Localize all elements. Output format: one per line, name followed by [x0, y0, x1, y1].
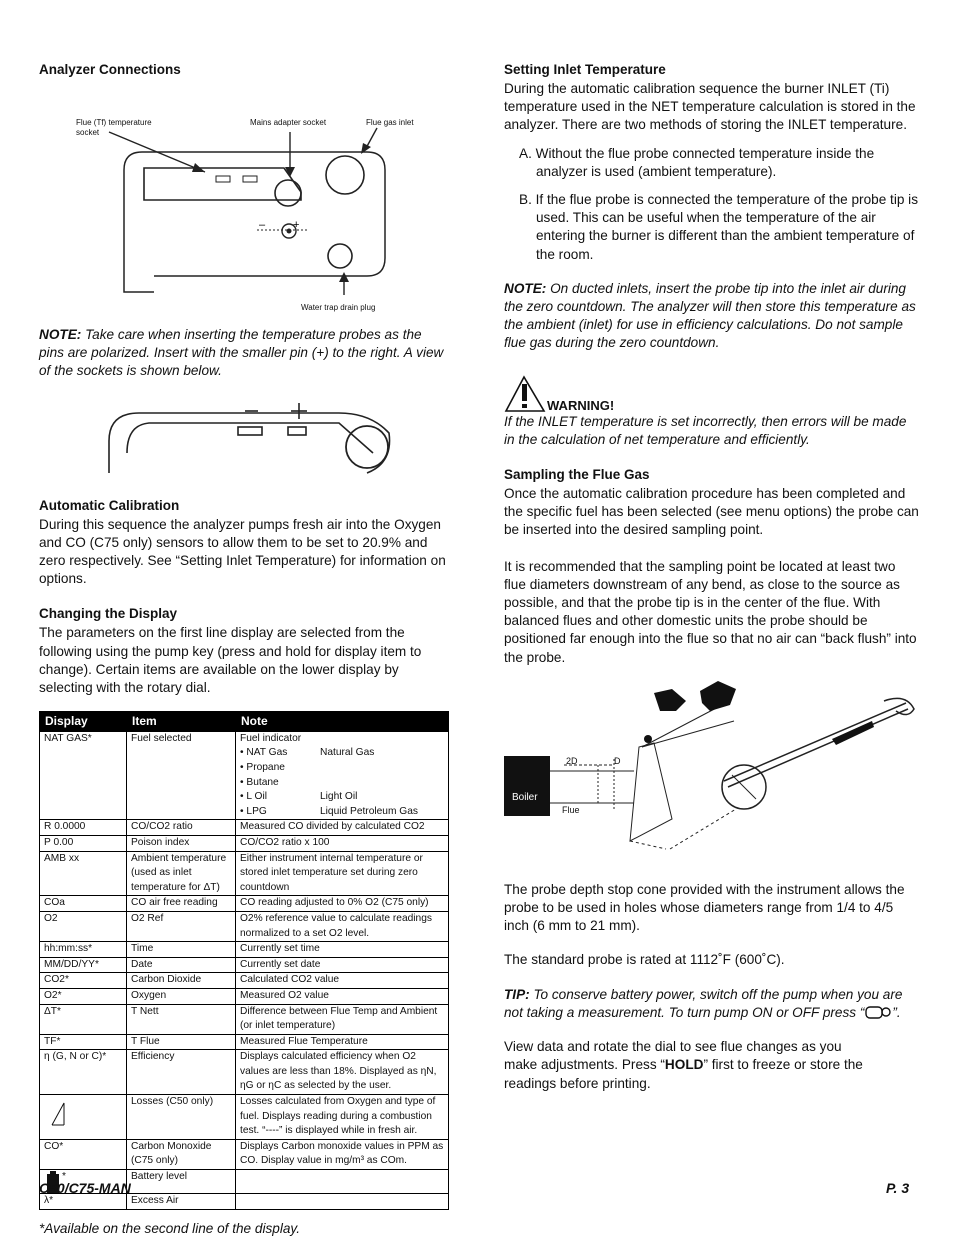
flue-sampling-figure — [504, 681, 919, 869]
table-cell: Battery level — [127, 1170, 236, 1194]
tip-block — [504, 986, 919, 1022]
sampling-heading: Sampling the Flue Gas — [504, 467, 650, 483]
table-cell: Efficiency — [127, 1050, 236, 1095]
table-cell: Carbon Monoxide (C75 only) — [127, 1139, 236, 1169]
flue-label: Flue — [562, 804, 580, 815]
table-cell: CO reading adjusted to 0% O2 (C75 only) — [236, 896, 449, 912]
flue-inlet-label: Flue gas inlet — [366, 118, 414, 127]
fuel-item — [240, 805, 444, 820]
table-cell: Calculated CO2 value — [236, 973, 449, 989]
changing-display-heading: Changing the Display — [39, 606, 178, 622]
table-cell: P 0.00 — [40, 835, 127, 851]
sampling-section — [504, 467, 919, 667]
fuel-item — [240, 761, 444, 776]
boiler-label: Boiler — [512, 791, 538, 803]
table-cell: T Nett — [127, 1004, 236, 1034]
inlet-options-list — [504, 145, 919, 264]
fuel-item — [240, 776, 444, 791]
warning-text: If the INLET temperature is set incorrectly, then errors will be made in the calculation of net temperature and efficiently. — [504, 413, 907, 447]
table-cell: Measured Flue Temperature — [236, 1034, 449, 1050]
probe-rating-text: The standard probe is rated at 1112˚F (600˚C). — [504, 952, 785, 968]
fuel-name: Light Oil — [320, 791, 358, 803]
table-cell: O2 Ref — [127, 911, 236, 941]
note-polarized — [39, 326, 449, 381]
footer-page-number: P. 3 — [886, 1180, 910, 1196]
footer-manual-id: C50/C75-MAN — [39, 1180, 131, 1196]
automatic-calibration-section — [39, 498, 449, 589]
display-parameters-table — [39, 711, 449, 1209]
table-cell: MM/DD/YY* — [40, 957, 127, 973]
sampling-text-2: It is recommended that the sampling point be located at least two flue diameters downstream of any bend, as close to the source as possible, and that the probe tip is in the center of the flue. With balanced flues and other domestic units the probe should be positioned far enough into the flue so that no air can “back flush” into the probe. — [504, 558, 917, 665]
fuel-code: • LPG — [240, 805, 267, 817]
view-data-text-1: View data and rotate the dial to see flue changes as you make adjustments. Press “ — [504, 1039, 842, 1073]
hold-label: HOLD — [664, 1057, 704, 1073]
table-cell — [40, 1095, 127, 1140]
losses-icon — [48, 1101, 68, 1127]
flue-sampling-drawing — [504, 681, 919, 869]
tip-text: To conserve battery power, switch off the pump when you are not taking a measurement. To turn pump ON or OFF press “ — [504, 986, 903, 1020]
table-cell: CO2* — [40, 973, 127, 989]
fuel-indicator-title: Fuel indicator — [240, 732, 302, 744]
table-cell: Excess Air — [127, 1194, 236, 1210]
fuel-indicator-cell — [236, 731, 449, 820]
list-item: B. If the flue probe is connected the temperature of the probe tip is used. This can be useful when the temperature of the air entering the burner is different than the ambient temperature of the room. — [519, 192, 918, 262]
view-data-text — [504, 1038, 864, 1093]
list-item: A. Without the flue probe connected temperature inside the analyzer is used (ambient temperature). — [519, 145, 875, 179]
note-ducted-inlets — [504, 280, 919, 353]
note-label: NOTE: — [504, 280, 547, 296]
automatic-calibration-text: During this sequence the analyzer pumps fresh air into the Oxygen and CO (C75 only) sensors to allow them to be set to 20.9% and zero respectively. See “Setting Inlet Temperature) for information on options. — [39, 516, 446, 587]
table-row — [40, 1139, 449, 1169]
table-cell — [236, 1170, 449, 1194]
table-cell: COa — [40, 896, 127, 912]
view-data-text-2: ” first to freeze or store the readings before printing. — [504, 1057, 863, 1091]
table-row — [40, 1034, 449, 1050]
table-cell: Currently set date — [236, 957, 449, 973]
water-trap-label: Water trap drain plug — [301, 303, 376, 312]
table-cell: Poison index — [127, 835, 236, 851]
table-cell — [236, 1194, 449, 1210]
table-cell: TF* — [40, 1034, 127, 1050]
table-cell: Either instrument internal temperature or stored inlet temperature set during zero countdown — [236, 851, 449, 896]
table-row — [40, 973, 449, 989]
setting-inlet-heading: Setting Inlet Temperature — [504, 62, 666, 77]
table-cell: Measured CO divided by calculated CO2 — [236, 820, 449, 836]
fuel-item — [240, 746, 444, 761]
table-cell: Fuel selected — [127, 731, 236, 820]
table-row — [40, 942, 449, 958]
table-cell: ΔT* — [40, 1004, 127, 1034]
table-header-row — [40, 712, 449, 732]
table-row — [40, 820, 449, 836]
table-row — [40, 911, 449, 941]
table-cell: Date — [127, 957, 236, 973]
table-cell: R 0.0000 — [40, 820, 127, 836]
fuel-list — [240, 746, 444, 819]
fuel-code: • Propane — [240, 762, 285, 774]
table-cell: Displays calculated efficiency when O2 values are less than 18%. Displayed as ηN, ηG or ηC as selected by the user. — [236, 1050, 449, 1095]
table-cell: η (G, N or C)* — [40, 1050, 127, 1095]
table-cell: hh:mm:ss* — [40, 942, 127, 958]
fuel-item — [240, 790, 444, 805]
flue-socket-label: Flue (Tf) temperature socket — [76, 118, 152, 137]
table-header: Note — [236, 712, 449, 732]
changing-display-text: The parameters on the first line display are selected from the following using the pump key (press and hold for display item to change). Certain items are available on the lower display by selecting with the rotary dial. — [39, 625, 422, 696]
sampling-text-1: Once the automatic calibration procedure has been completed and the specific fuel has been selected (see menu options) the probe can be inserted into the desired sampling point. — [504, 486, 919, 538]
warning-triangle-icon — [504, 375, 548, 413]
setting-inlet-text: During the automatic calibration sequence the burner INLET (Ti) temperature used in the NET temperature calculation is stored in the analyzer. There are two methods of storing the INLET temperature. — [504, 81, 916, 133]
right-column — [504, 62, 919, 1093]
table-cell: λ* — [40, 1194, 127, 1210]
table-header: Display — [40, 712, 127, 732]
fuel-code: • NAT Gas — [240, 747, 288, 759]
note-text: Take care when inserting the temperature probes as the pins are polarized. Insert with the smaller pin (+) to the right. A view of the sockets is shown below. — [39, 327, 444, 379]
table-cell: Losses (C50 only) — [127, 1095, 236, 1140]
fuel-code: • L Oil — [240, 791, 267, 803]
tip-end: ”. — [892, 1004, 901, 1020]
table-cell: Difference between Flue Temp and Ambient (or inlet temperature) — [236, 1004, 449, 1034]
table-cell: Carbon Dioxide — [127, 973, 236, 989]
pump-key-icon — [864, 1004, 892, 1020]
analyzer-drawing — [39, 80, 449, 312]
table-cell: Displays Carbon monoxide values in PPM as CO. Display value in mg/m³ as COm. — [236, 1139, 449, 1169]
table-cell: AMB xx — [40, 851, 127, 896]
table-cell: Oxygen — [127, 988, 236, 1004]
table-cell: O2% reference value to calculate readings normalized to a set O2 level. — [236, 911, 449, 941]
table-cell: Currently set time — [236, 942, 449, 958]
tip-label: TIP: — [504, 986, 530, 1002]
table-row — [40, 1004, 449, 1034]
table-row — [40, 1095, 449, 1140]
table-header: Item — [127, 712, 236, 732]
d-label: D — [614, 755, 621, 766]
automatic-calibration-heading: Automatic Calibration — [39, 497, 180, 513]
table-row — [40, 835, 449, 851]
table-cell: CO/CO2 ratio — [127, 820, 236, 836]
probe-depth-text: The probe depth stop cone provided with the instrument allows the probe to be used in holes whose diameters range from 1/4 to 4/5 inch (6 mm to 21 mm). — [504, 881, 905, 934]
table-cell: Losses calculated from Oxygen and type of fuel. Displays reading during a combustion test. “----” is displayed while in fresh air. — [236, 1095, 449, 1140]
table-row — [40, 896, 449, 912]
svg-text:+: + — [293, 219, 300, 231]
table-row — [40, 731, 449, 820]
table-cell: O2 — [40, 911, 127, 941]
note-label: NOTE: — [39, 327, 82, 342]
table-cell: NAT GAS* — [40, 731, 127, 820]
socket-closeup-diagram — [39, 393, 449, 484]
mains-socket-label: Mains adapter socket — [250, 118, 327, 127]
note-text: On ducted inlets, insert the probe tip into the inlet air during the zero countdown. The analyzer will then store this temperature as the ambient (inlet) for use in efficiency calculations. Do not sample flue gas during the zero countdown. — [504, 280, 916, 351]
table-cell: O2* — [40, 988, 127, 1004]
battery-asterisk: * — [62, 1171, 66, 1183]
table-row — [40, 988, 449, 1004]
table-cell: T Flue — [127, 1034, 236, 1050]
table-cell: Ambient temperature (used as inlet temperature for ΔT) — [127, 851, 236, 896]
warning-label: WARNING! — [547, 397, 615, 413]
table-row — [40, 851, 449, 896]
table-cell: CO/CO2 ratio x 100 — [236, 835, 449, 851]
fuel-code: • Butane — [240, 776, 279, 788]
two-d-label: 2D — [566, 755, 578, 766]
left-column — [39, 62, 449, 1238]
analyzer-connections-diagram — [39, 80, 449, 312]
fuel-name: Liquid Petroleum Gas — [320, 805, 418, 817]
changing-display-section — [39, 606, 449, 697]
socket-drawing — [39, 393, 449, 479]
table-row — [40, 957, 449, 973]
fuel-name: Natural Gas — [320, 747, 375, 759]
table-cell: Time — [127, 942, 236, 958]
table-footnote: *Available on the second line of the display. — [39, 1220, 300, 1236]
analyzer-connections-heading: Analyzer Connections — [39, 62, 181, 77]
table-cell: CO air free reading — [127, 896, 236, 912]
table-cell: CO* — [40, 1139, 127, 1169]
svg-text:–: – — [259, 219, 266, 231]
table-cell: Measured O2 value — [236, 988, 449, 1004]
warning-block — [504, 375, 919, 413]
table-row — [40, 1050, 449, 1095]
